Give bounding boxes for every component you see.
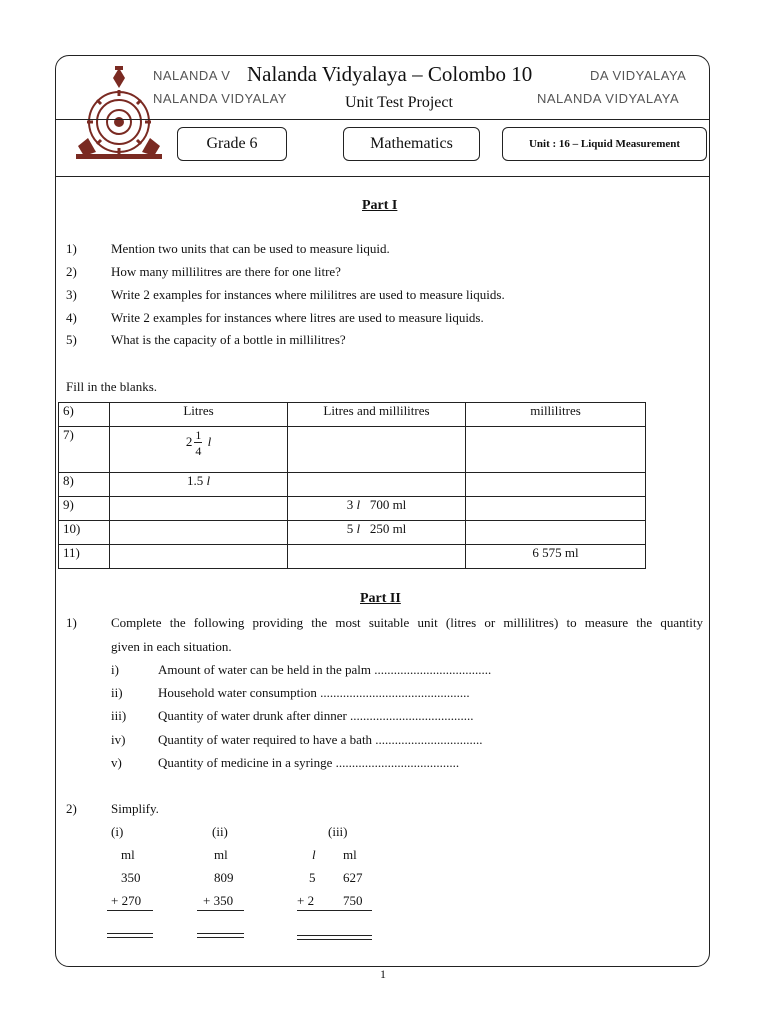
answer-double-line <box>297 935 372 940</box>
col-header-litres: Litres <box>110 403 288 427</box>
question-num: 5) <box>66 332 77 347</box>
unit-l: l <box>207 433 212 449</box>
grade-box: Grade 6 <box>177 127 287 161</box>
fill-label: Fill in the blanks. <box>66 379 157 394</box>
unit-l: l <box>356 521 361 536</box>
unit-l: l <box>206 473 211 488</box>
question-text: What is the capacity of a bottle in millilitres? <box>111 332 346 347</box>
watermark-left-1: NALANDA V <box>153 68 231 83</box>
question-text-cont: given in each situation. <box>111 639 232 654</box>
question-text: Simplify. <box>111 801 159 816</box>
row-num: 9) <box>59 497 110 521</box>
table-row <box>59 497 646 521</box>
blank-cell <box>466 473 646 497</box>
sub-text: Quantity of water drunk after dinner ...................................... <box>158 708 474 723</box>
operand: 809 <box>214 870 234 885</box>
sum-line <box>107 910 153 911</box>
question-text: Write 2 examples for instances where litres are used to measure liquids. <box>111 310 484 325</box>
operand: + 270 <box>111 893 142 908</box>
litres-value: 5 <box>346 521 354 536</box>
blank-cell <box>288 473 466 497</box>
blank-cell <box>466 521 646 545</box>
question-num: 4) <box>66 310 77 325</box>
question-text: Mention two units that can be used to measure liquid. <box>111 241 390 256</box>
litres-value: 3 <box>346 497 354 512</box>
subject-box: Mathematics <box>343 127 480 161</box>
blank-cell <box>110 545 288 569</box>
answer-double-line <box>107 933 153 938</box>
table-row <box>59 521 646 545</box>
header-bottom-divider <box>55 176 710 177</box>
header-divider <box>55 119 710 120</box>
question-text: How many millilitres are there for one litre? <box>111 264 341 279</box>
question-text: Complete the following providing the most suitable unit (litres or millilitres) to measure the quantity <box>111 615 703 630</box>
question-text: Write 2 examples for instances where mililitres are used to measure liquids. <box>111 287 505 302</box>
blank-cell <box>288 427 466 473</box>
sub-num: iii) <box>111 708 127 723</box>
sub-text: Quantity of water required to have a bath ................................. <box>158 732 483 747</box>
question-num: 2) <box>66 264 77 279</box>
row-num: 11) <box>59 545 110 569</box>
unit-box: Unit : 16 – Liquid Measurement <box>502 127 707 161</box>
blank-cell <box>288 545 466 569</box>
ml-value: 250 ml <box>369 521 407 536</box>
ml-value: 700 ml <box>369 497 407 512</box>
sub-num: ii) <box>111 685 123 700</box>
value: 1.5 <box>186 473 204 488</box>
table-row <box>59 473 646 497</box>
operand: 350 <box>121 870 141 885</box>
table-row <box>59 545 646 569</box>
fraction-denominator: 4 <box>195 444 202 458</box>
row-num: 8) <box>59 473 110 497</box>
col-unit-ml: ml <box>343 847 357 862</box>
fill-table <box>58 402 646 569</box>
unit-l: l <box>356 497 361 512</box>
operand-ml: 627 <box>343 870 363 885</box>
sub-text: Amount of water can be held in the palm .................................... <box>158 662 492 677</box>
blank-cell <box>110 497 288 521</box>
answer-double-line <box>197 933 244 938</box>
subtitle: Unit Test Project <box>345 94 453 111</box>
watermark-left-2: NALANDA VIDYALAY <box>153 91 287 106</box>
col-unit: ml <box>214 847 228 862</box>
col-unit: ml <box>121 847 135 862</box>
fraction-numerator: 1 <box>195 428 202 442</box>
watermark-right-1: DA VIDYALAYA <box>590 68 687 83</box>
row-num: 6) <box>59 403 110 427</box>
row-num: 10) <box>59 521 110 545</box>
table-row <box>59 403 646 427</box>
sub-text: Household water consumption .............................................. <box>158 685 470 700</box>
sum-line <box>297 910 372 911</box>
question-num: 3) <box>66 287 77 302</box>
fraction <box>194 429 202 457</box>
mixed-fraction-cell <box>110 427 288 473</box>
school-title: Nalanda Vidyalaya – Colombo 10 <box>247 62 533 86</box>
sub-text: Quantity of medicine in a syringe ...................................... <box>158 755 460 770</box>
litres-ml-cell <box>288 521 466 545</box>
operand-l: 5 <box>309 870 316 885</box>
watermark-right-2: NALANDA VIDYALAYA <box>537 91 680 106</box>
row-num: 7) <box>59 427 110 473</box>
ml-cell: 6 575 ml <box>466 545 646 569</box>
question-num: 2) <box>66 801 77 816</box>
sub-num: i) <box>111 662 119 677</box>
operand: + 350 <box>203 893 234 908</box>
page-number: 1 <box>380 967 386 981</box>
col-unit-l: l <box>312 847 316 862</box>
col-label: (ii) <box>212 824 228 839</box>
sum-line <box>197 910 244 911</box>
col-header-ml: millilitres <box>466 403 646 427</box>
question-num: 1) <box>66 241 77 256</box>
blank-cell <box>466 497 646 521</box>
operand-l: + 2 <box>297 893 315 908</box>
table-row <box>59 427 646 473</box>
col-header-litres-ml: Litres and millilitres <box>288 403 466 427</box>
part1-heading: Part I <box>362 198 398 213</box>
litres-ml-cell <box>288 497 466 521</box>
litres-cell <box>110 473 288 497</box>
operand-ml: 750 <box>343 893 363 908</box>
col-label: (i) <box>111 824 124 839</box>
part2-heading: Part II <box>360 591 401 606</box>
blank-cell <box>110 521 288 545</box>
fraction-whole: 2 <box>185 433 193 449</box>
blank-cell <box>466 427 646 473</box>
sub-num: v) <box>111 755 122 770</box>
sub-num: iv) <box>111 732 126 747</box>
col-label: (iii) <box>328 824 348 839</box>
question-num: 1) <box>66 615 77 630</box>
